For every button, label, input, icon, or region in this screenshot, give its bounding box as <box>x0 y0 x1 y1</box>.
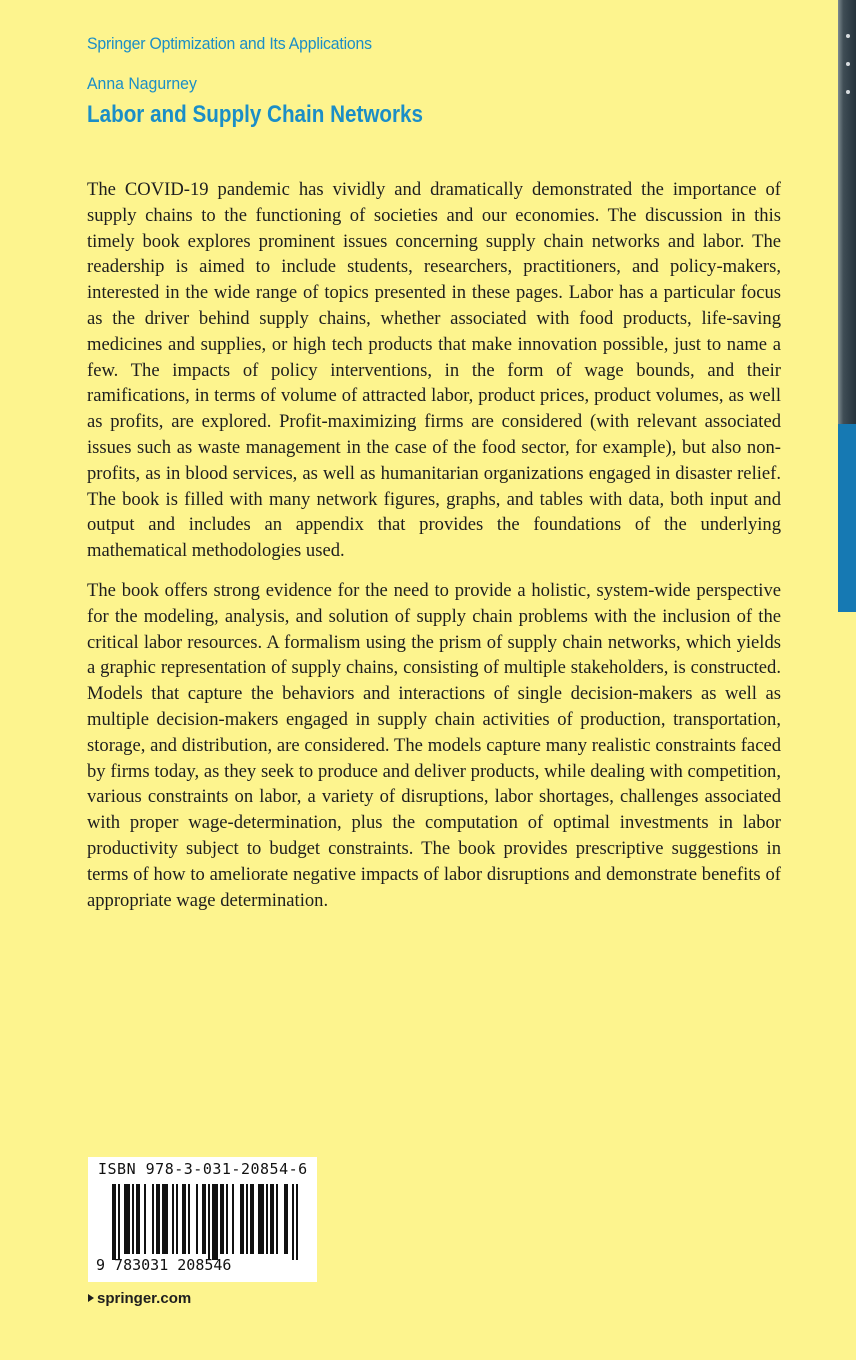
barcode-bar <box>196 1184 198 1254</box>
barcode-bar <box>202 1184 206 1254</box>
barcode-bar <box>284 1184 288 1254</box>
barcode-bar <box>212 1184 218 1260</box>
barcode-bar <box>152 1184 154 1254</box>
barcode-bar <box>124 1184 130 1254</box>
barcode-bar <box>188 1184 190 1254</box>
barcode-bar <box>270 1184 274 1254</box>
barcode-bar <box>136 1184 140 1254</box>
barcode-bar <box>258 1184 264 1254</box>
barcode-bar <box>246 1184 248 1254</box>
barcode-image <box>112 1184 302 1260</box>
barcode-bar <box>226 1184 228 1254</box>
blurb-paragraph-2: The book offers strong evidence for the need to provide a holistic, system-wide perspective for the modeling, analysis, and solution of supply chain problems with the inclusion of the critical labor resources. A formalism using the prism of supply chain networks, which yields a graphic representation of supply chains, consisting of multiple stakeholders, is constructed. Models that capture the behaviors and interactions of single decision-makers as well as multiple decision-makers engaged in supply chain activities of production, transportation, storage, and distribution, are considered. The models capture many realistic constraints faced by firms today, as they seek to produce and deliver products, while dealing with competition, various constraints on labor, a variety of disruptions, labor shortages, challenges associated with proper wage-determination, plus the computation of optimal investments in labor productivity subject to budget constraints. The book provides prescriptive suggestions in terms of how to ameliorate negative impacts of labor disruptions and demonstrate benefits of appropriate wage determination. <box>87 579 781 911</box>
spine-strip-blue <box>838 424 856 612</box>
barcode-bar <box>292 1184 294 1260</box>
barcode-bar <box>232 1184 234 1254</box>
barcode-bar <box>144 1184 146 1254</box>
barcode-bar <box>132 1184 134 1254</box>
arrow-right-icon <box>88 1294 94 1302</box>
barcode-bar <box>182 1184 186 1254</box>
isbn-label: ISBN 978-3-031-20854-6 <box>98 1160 308 1178</box>
barcode-bar <box>276 1184 278 1254</box>
barcode-bar <box>240 1184 244 1254</box>
barcode-bar <box>162 1184 168 1254</box>
spine-dot <box>846 90 850 94</box>
book-title: Labor and Supply Chain Networks <box>87 101 424 128</box>
spine-dot <box>846 62 850 66</box>
barcode-bar <box>156 1184 160 1254</box>
series-name: Springer Optimization and Its Applications <box>87 34 372 53</box>
blurb-text <box>87 177 781 927</box>
barcode-bar <box>176 1184 178 1254</box>
barcode-digits: 9 783031 208546 <box>96 1256 232 1274</box>
barcode-bar <box>208 1184 210 1260</box>
blurb-paragraph-1: The COVID-19 pandemic has vividly and dramatically demonstrated the importance of supply chains to the functioning of societies and our economies. The discussion in this timely book explores prominent issues concerning supply chain networks and labor. The readership is aimed to include students, researchers, practitioners, and policy-makers, interested in the wide range of topics presented in these pages. Labor has a particular focus as the driver behind supply chains, whether associated with food products, life-saving medicines and supplies, or high tech products that make innovation possible, just to name a few. The impacts of policy interventions, in the form of wage bounds, and their ramifications, in terms of volume of attracted labor, product prices, product volumes, as well as profits, are explored. Profit-maximizing firms are considered (with relevant associated issues such as waste management in the case of the food sector, for example), but also non-profits, as in blood services, as well as humanitarian organizations engaged in disaster relief. The book is filled with many network figures, graphs, and tables with data, both input and output and includes an appendix that provides the foundations of the underlying mathematical methodologies used. <box>87 179 781 562</box>
barcode-bar <box>296 1184 298 1260</box>
barcode-bar <box>172 1184 174 1254</box>
barcode-bar <box>118 1184 120 1260</box>
barcode-bar <box>266 1184 268 1254</box>
author-name: Anna Nagurney <box>87 74 197 93</box>
barcode-bar <box>112 1184 116 1260</box>
barcode-bar <box>220 1184 224 1254</box>
website-label: springer.com <box>97 1290 192 1307</box>
website-link[interactable] <box>88 1290 191 1307</box>
spine-dot <box>846 34 850 38</box>
barcode-bar <box>250 1184 254 1254</box>
spine-strip-dark <box>838 0 856 424</box>
